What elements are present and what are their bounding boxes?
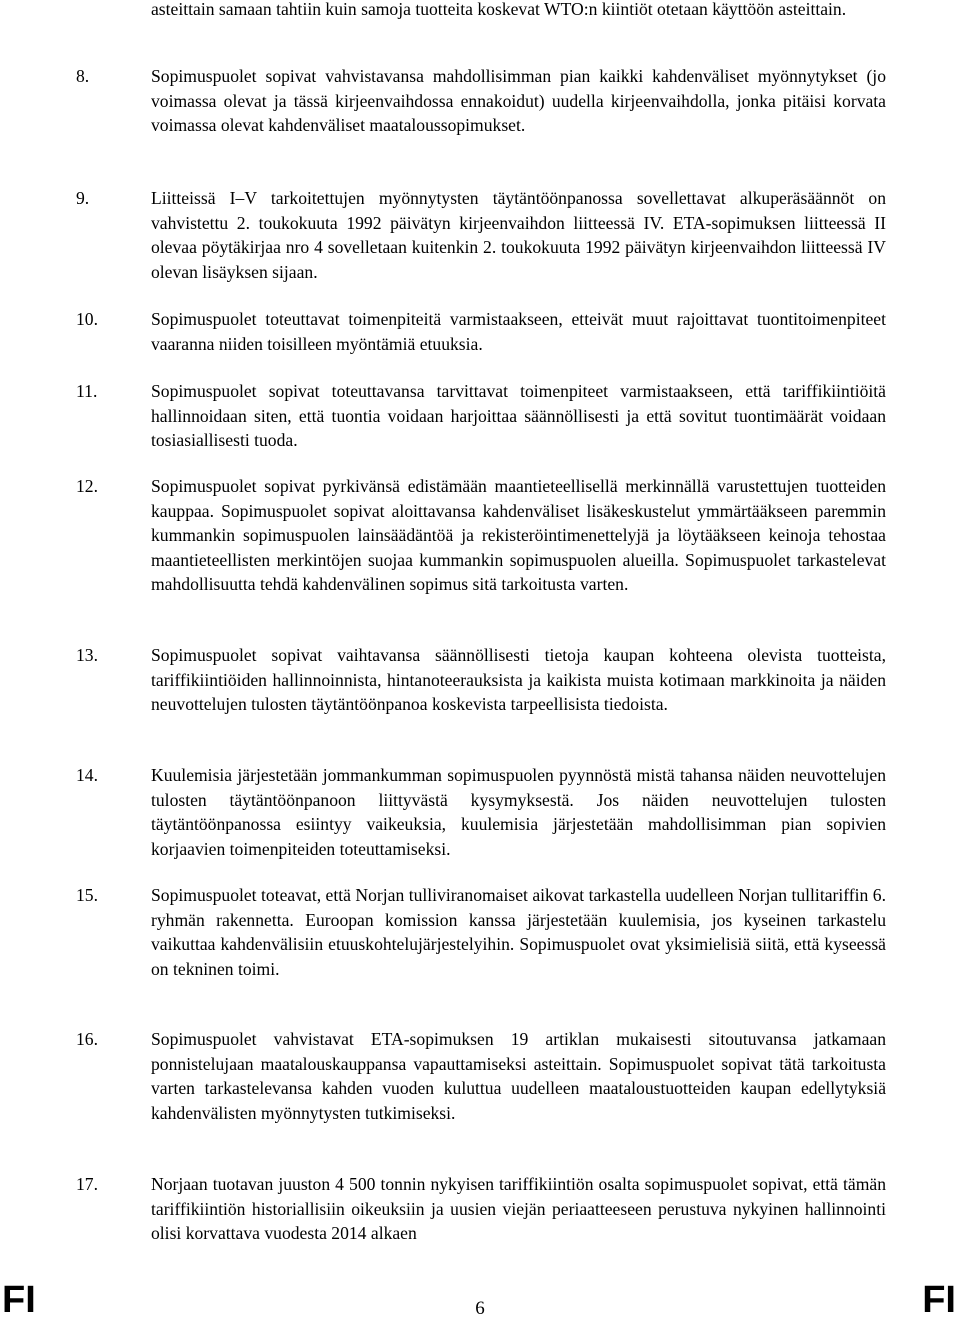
numbered-paragraph-14: [76, 763, 886, 861]
numbered-paragraph-12: [76, 474, 886, 597]
page-number: 6: [475, 1298, 485, 1319]
paragraph-number: 17.: [76, 1174, 98, 1194]
paragraph-text: Sopimuspuolet sopivat pyrkivänsä edistämään maantieteellisellä merkinnällä varustettujen tuotteiden kauppaa. Sopimuspuolet sopivat aloittavansa kahdenväliset lisäkeskustelut ymmärtääkseen paremmin kummankin sopimuspuolen lainsäädäntöä ja rekisteröintimenettelyjä ja löytääkseen keinoja tehostaa maantieteellisten merkintöjen suojaa kummankin sopimuspuolen alueilla. Sopimuspuolet tarkastelevat mahdollisuutta tehdä kahdenvälinen sopimus sitä tarkoitusta varten.: [151, 476, 886, 594]
numbered-paragraph-13: [76, 643, 886, 717]
intro-text: asteittain samaan tahtiin kuin samoja tuotteita koskevat WTO:n kiintiöt otetaan käyttöön asteittain.: [151, 0, 847, 19]
numbered-paragraph-10: [76, 307, 886, 356]
numbered-paragraph-8: [76, 64, 886, 138]
paragraph-text: Norjaan tuotavan juuston 4 500 tonnin nykyisen tariffikiintiön osalta sopimuspuolet sopivat, että tämän tariffikiintiön historiallisiin oikeuksiin ja uusien viejän periaatteeseen perustuva nykyinen hallinnointi olisi korvattava vuodesta 2014 alkaen: [151, 1174, 886, 1243]
paragraph-text: Sopimuspuolet toteavat, että Norjan tulliviranomaiset aikovat tarkastella uudelleen Norjan tullitariffin 6. ryhmän rakennetta. Euroopan komission kanssa järjestetään kuulemisia, jos kyseinen tarkastelu vaikuttaa kahdenvälisiin etuuskohtelujärjestelyihin. Sopimuspuolet ovat yksimielisiä siitä, että kyseessä on tekninen toimi.: [151, 885, 886, 979]
paragraph-number: 10.: [76, 309, 98, 329]
footer-language-code-right: FI: [922, 1279, 956, 1321]
paragraph-text: Sopimuspuolet sopivat vahvistavansa mahdollisimman pian kaikki kahdenväliset myönnytykset (jo voimassa olevat ja tässä kirjeenvaihdossa ennakoidut) uudella kirjeenvaihdolla, jonka pitäisi korvata voimassa olevat kahdenväliset maataloussopimukset.: [151, 66, 886, 135]
numbered-paragraph-17: [76, 1172, 886, 1246]
paragraph-number: 13.: [76, 645, 98, 665]
paragraph-number: 9.: [76, 188, 90, 208]
paragraph-number: 12.: [76, 476, 98, 496]
paragraph-text: Sopimuspuolet toteuttavat toimenpiteitä varmistaakseen, etteivät muut rajoittavat tuontitoimenpiteet vaaranna niiden toisilleen myöntämiä etuuksia.: [151, 309, 886, 354]
paragraph-number: 11.: [76, 381, 98, 401]
paragraph-text: Sopimuspuolet vahvistavat ETA-sopimuksen 19 artiklan mukaisesti sitoutuvansa jatkamaan ponnistelujaan maatalouskauppansa vapauttamiseksi asteittain. Sopimuspuolet sopivat tätä tarkoitusta varten tarkastelevansa kahden vuoden kuluttua uudelleen maataloustuotteiden kaupan edellytyksiä kahdenvälisten myönnytysten tutkimiseksi.: [151, 1029, 886, 1123]
paragraph-number: 15.: [76, 885, 98, 905]
paragraph-text: Kuulemisia järjestetään jommankumman sopimuspuolen pyynnöstä mistä tahansa näiden neuvottelujen tulosten täytäntöönpanoon liittyvästä kysymyksestä. Jos näiden neuvottelujen tulosten täytäntöönpanossa esiintyy vaikeuksia, kuulemisia järjestetään mahdollisimman pian sopivien korjaavien toimenpiteiden toteuttamiseksi.: [151, 765, 886, 859]
paragraph-number: 8.: [76, 66, 90, 86]
paragraph-number: 16.: [76, 1029, 98, 1049]
paragraph-text: Liitteissä I–V tarkoitettujen myönnytysten täytäntöönpanossa sovellettavat alkuperäsäännöt on vahvistettu 2. toukokuuta 1992 päivätyn kirjeenvaihdon liitteessä IV. ETA-sopimuksen liitteessä II olevaa pöytäkirjaa nro 4 sovelletaan kuitenkin 2. toukokuuta 1992 päivätyn kirjeenvaihdon liitteessä IV olevan lisäyksen sijaan.: [151, 188, 886, 282]
numbered-paragraph-9: [76, 186, 886, 284]
paragraph-text: Sopimuspuolet sopivat vaihtavansa säännöllisesti tietoja kaupan kohteena olevista tuotteista, tariffikiintiöiden hallinnoinnista, hintanoteerauksista ja kaikista muista kotimaan markkinoita ja näiden neuvottelujen tulosten täytäntöönpanoa koskevista tarpeellisista tiedoista.: [151, 645, 886, 714]
footer-language-code-left: FI: [2, 1279, 36, 1321]
numbered-paragraph-16: [76, 1027, 886, 1125]
numbered-paragraph-15: [76, 883, 886, 981]
intro-paragraph: [76, 0, 886, 22]
paragraph-number: 14.: [76, 765, 98, 785]
paragraph-text: Sopimuspuolet sopivat toteuttavansa tarvittavat toimenpiteet varmistaakseen, että tariffikiintiöitä hallinnoidaan siten, että tuontia voidaan harjoittaa säännöllisesti ja että sovitut tuontimäärät voidaan tosiasiallisesti tuoda.: [151, 381, 886, 450]
numbered-paragraph-11: [76, 379, 886, 453]
